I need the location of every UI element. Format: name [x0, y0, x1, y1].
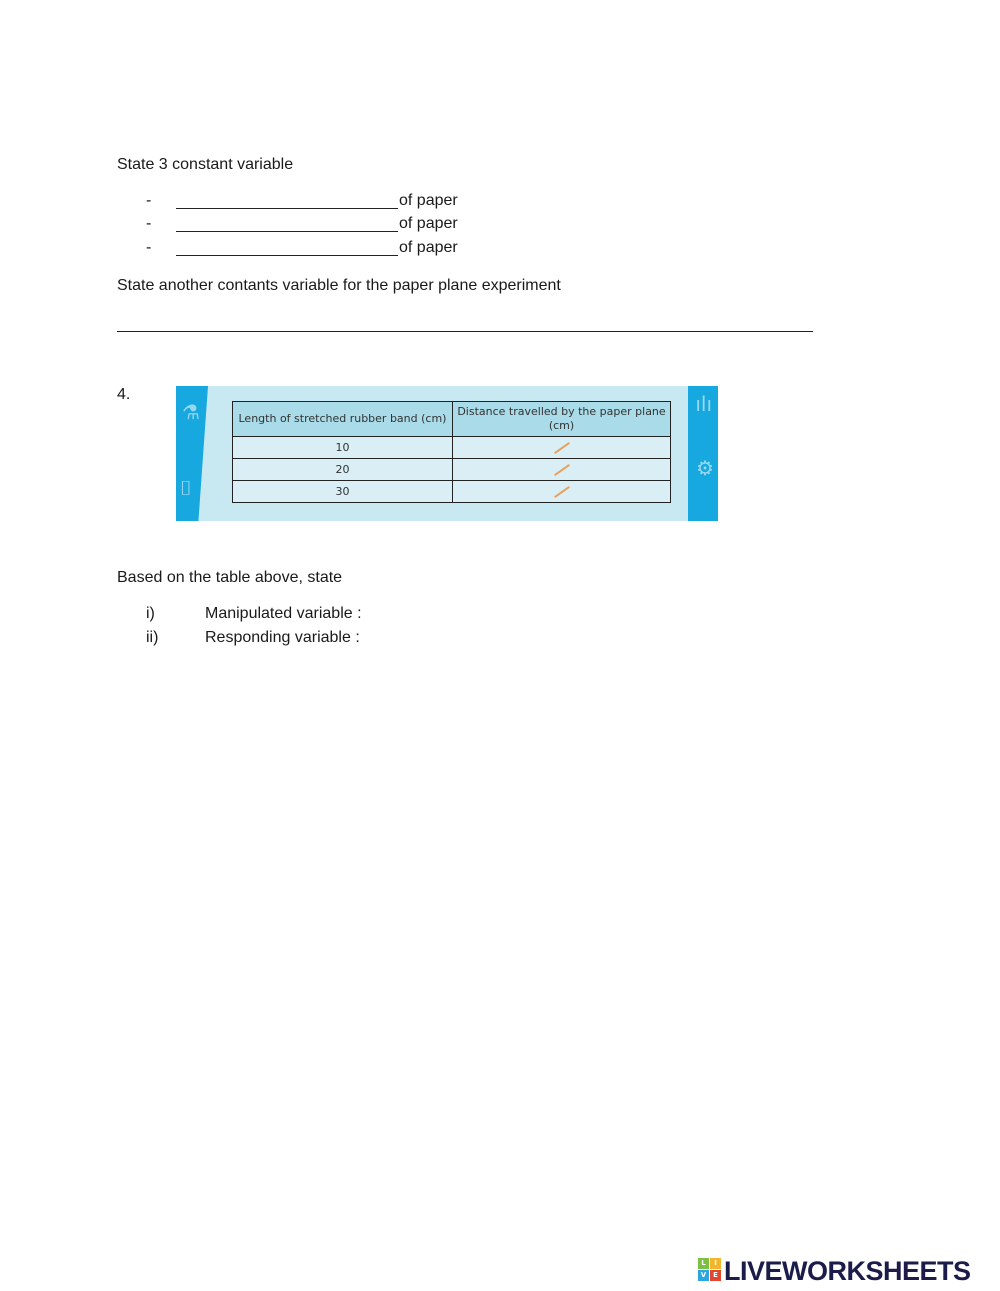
table-row — [233, 481, 671, 503]
constant-item-1 — [0, 192, 600, 214]
table-row — [233, 437, 671, 459]
column-header-distance: Distance travelled by the paper plane (cm) — [453, 402, 671, 437]
bars-icon: ılı — [695, 392, 712, 416]
bullet-dash: - — [146, 239, 152, 256]
logo-block: V — [698, 1270, 709, 1281]
item-suffix: of paper — [399, 192, 458, 209]
logo-block: E — [710, 1270, 721, 1281]
pencil-mark-icon — [554, 442, 570, 454]
distance-cell[interactable] — [453, 459, 671, 481]
constant-item-3 — [0, 239, 600, 261]
table-prompt: Based on the table above, state — [117, 569, 343, 586]
answer-blank-1[interactable] — [176, 208, 398, 209]
constant-variable-heading: State 3 constant variable — [117, 156, 294, 173]
flask-icon: ⚗ — [182, 400, 200, 424]
logo-block: L — [698, 1258, 709, 1269]
part-text: Responding variable : — [205, 629, 360, 646]
pencil-mark-icon — [554, 464, 570, 476]
answer-blank-2[interactable] — [176, 231, 398, 232]
gear-icon: ⚙ — [696, 456, 714, 480]
constant-item-2 — [0, 215, 600, 237]
data-table — [232, 401, 671, 503]
part-label: i) — [146, 605, 155, 622]
logo-blocks-icon — [698, 1258, 722, 1282]
item-suffix: of paper — [399, 239, 458, 256]
part-label: ii) — [146, 629, 159, 646]
part-ii — [0, 629, 600, 651]
answer-blank-3[interactable] — [176, 255, 398, 256]
length-cell: 10 — [233, 437, 453, 459]
logo-block: I — [710, 1258, 721, 1269]
another-constant-prompt: State another contants variable for the paper plane experiment — [117, 277, 561, 294]
logo-text: LIVEWORKSHEETS — [724, 1256, 971, 1286]
table-row — [233, 459, 671, 481]
distance-cell[interactable] — [453, 481, 671, 503]
length-cell: 20 — [233, 459, 453, 481]
table-figure — [176, 386, 718, 521]
question-number: 4. — [117, 386, 131, 403]
pencil-mark-icon — [554, 486, 570, 498]
tube-icon: ⌷ — [180, 476, 192, 500]
column-header-length: Length of stretched rubber band (cm) — [233, 402, 453, 437]
length-cell: 30 — [233, 481, 453, 503]
table-header-row — [233, 402, 671, 437]
item-suffix: of paper — [399, 215, 458, 232]
part-i — [0, 605, 600, 627]
bullet-dash: - — [146, 192, 152, 209]
bullet-dash: - — [146, 215, 152, 232]
distance-cell[interactable] — [453, 437, 671, 459]
another-constant-answer-line[interactable] — [117, 331, 813, 332]
part-text: Manipulated variable : — [205, 605, 362, 622]
